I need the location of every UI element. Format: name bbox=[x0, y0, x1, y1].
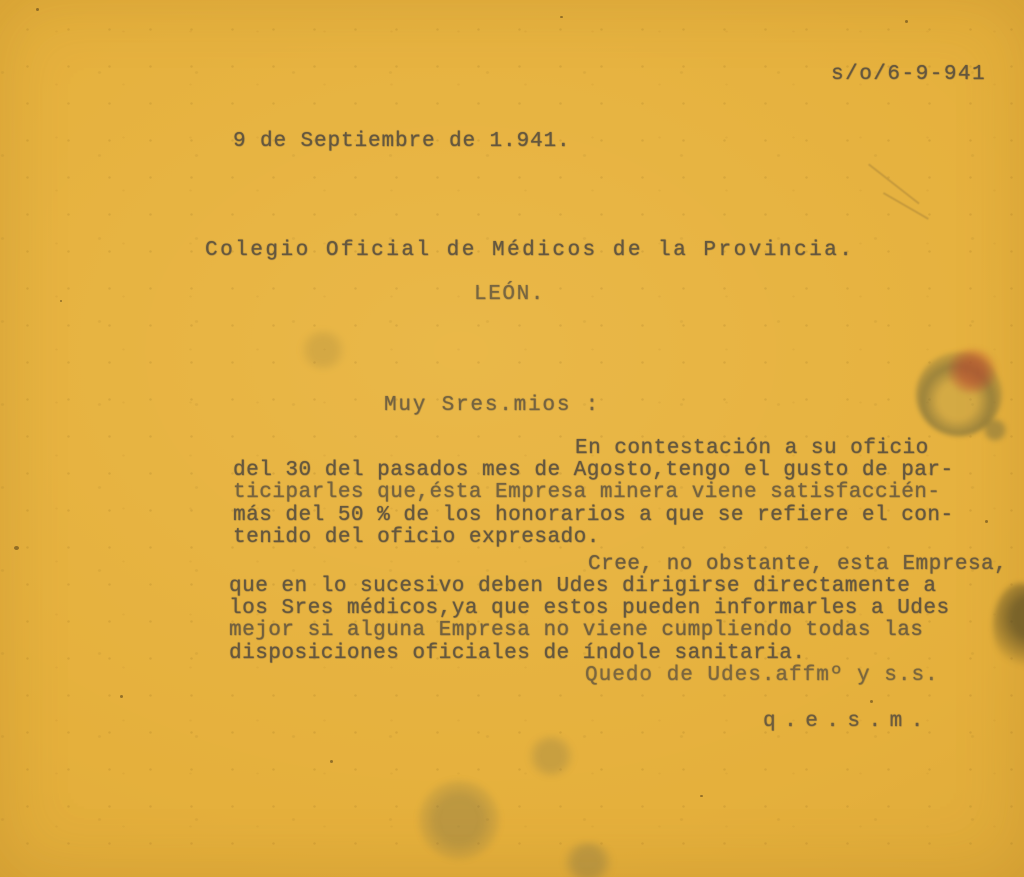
paper-speck bbox=[870, 700, 873, 703]
salutation-line: Muy Sres.mios : bbox=[384, 394, 601, 417]
bottom-smudge-large bbox=[418, 780, 500, 860]
body-paragraph1-line2: del 30 del pasados mes de Agosto,tengo el gusto de par- bbox=[233, 459, 954, 482]
paper-speck bbox=[985, 520, 988, 523]
paper-speck bbox=[60, 300, 62, 302]
paper-speck bbox=[14, 546, 19, 550]
ink-stain-large bbox=[916, 352, 1002, 436]
body-paragraph2-line1: Cree, no obstante, esta Empresa, bbox=[588, 553, 1008, 576]
paper-speck bbox=[330, 760, 333, 763]
reference-number: s/o/6-9-941 bbox=[831, 63, 987, 86]
paper-speck bbox=[36, 8, 39, 11]
date-line: 9 de Septiembre de 1.941. bbox=[233, 130, 571, 153]
city-line: LEÓN. bbox=[474, 283, 546, 306]
body-paragraph1-line4: más del 50 % de los honorarios a que se refiere el con- bbox=[233, 504, 954, 527]
paper-speck bbox=[120, 695, 123, 698]
closing-line: Quedo de Udes.affmº y s.s. bbox=[585, 664, 939, 687]
body-paragraph2-line3: los Sres médicos,ya que estos pueden informarles a Udes bbox=[229, 597, 950, 620]
edge-smudge bbox=[993, 583, 1024, 669]
paper-speck bbox=[905, 20, 908, 23]
recipient-line: Colegio Oficial de Médicos de la Provincia. bbox=[205, 239, 855, 262]
ink-stain-red bbox=[947, 349, 997, 393]
ink-stain-small bbox=[982, 418, 1008, 442]
body-paragraph2-line2: que en lo sucesivo deben Udes dirigirse directamente a bbox=[229, 575, 937, 598]
body-paragraph2-line5: disposiciones oficiales de índole sanitaria. bbox=[229, 642, 806, 665]
valediction-line: q.e.s.m. bbox=[763, 710, 932, 733]
bottom-smudge-lower bbox=[562, 842, 614, 877]
scratch-mark bbox=[868, 163, 919, 204]
body-paragraph2-line4: mejor si alguna Empresa no viene cumpliendo todas las bbox=[229, 619, 924, 642]
scratch-mark bbox=[883, 192, 929, 219]
mid-page-smudge bbox=[300, 330, 346, 370]
paper-speck bbox=[700, 795, 703, 797]
body-paragraph1-line3: ticiparles que,ésta Empresa minera viene satisfaccién- bbox=[233, 481, 941, 504]
body-paragraph1-line5: tenido del oficio expresado. bbox=[233, 526, 600, 549]
paper-speck bbox=[560, 16, 563, 18]
bottom-smudge-upper bbox=[528, 735, 574, 777]
body-paragraph1-line1: En contestación a su oficio bbox=[575, 437, 929, 460]
